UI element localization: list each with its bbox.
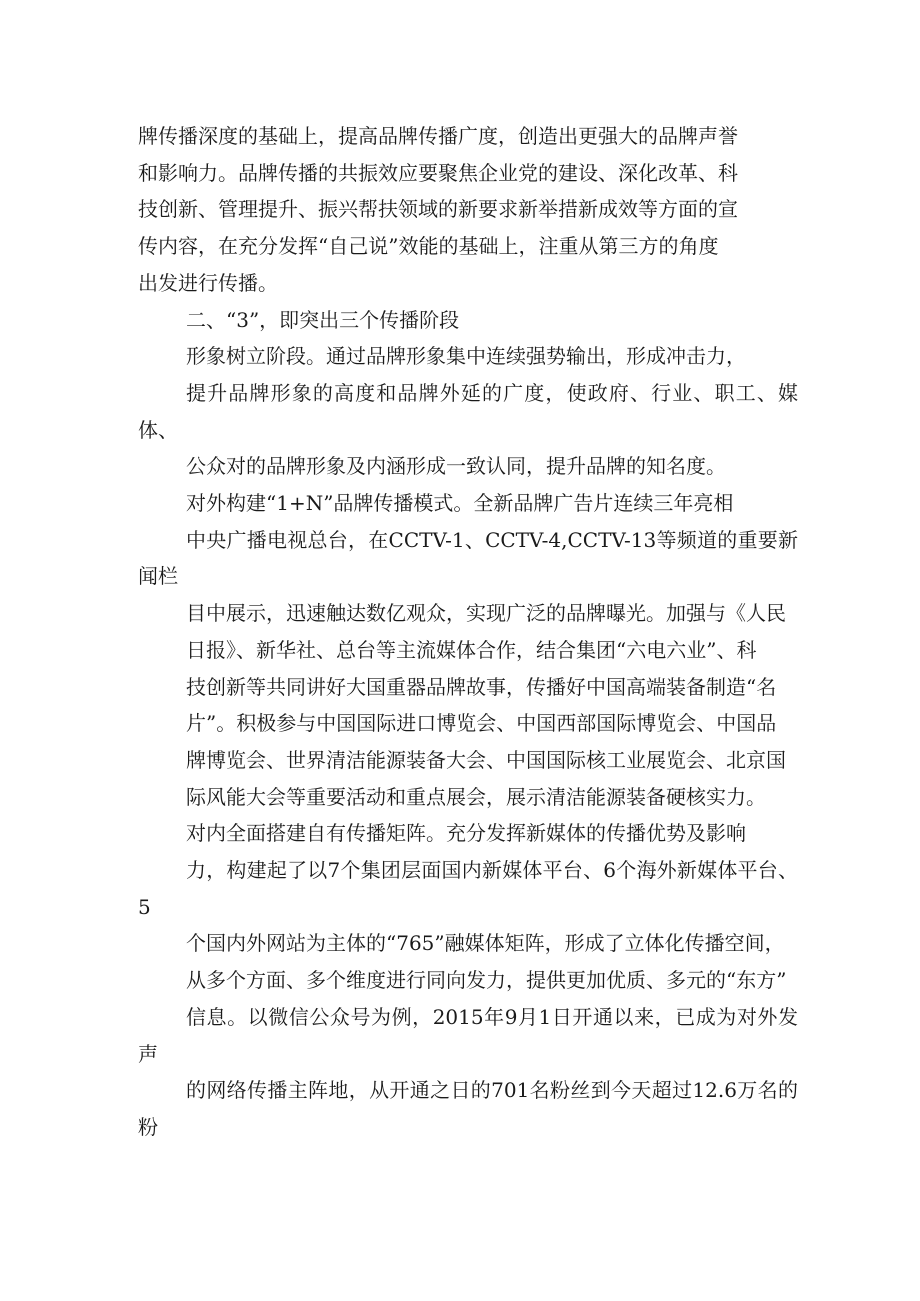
text-line: 牌传播深度的基础上，提高品牌传播广度，创造出更强大的品牌声誉	[138, 124, 738, 148]
text-line: 目中展示，迅速触达数亿观众，实现广泛的品牌曝光。加强与《人民	[186, 601, 786, 626]
text-line: 片”。积极参与中国国际进口博览会、中国西部国际博览会、中国品	[186, 711, 777, 736]
paragraph-image-building	[138, 338, 798, 485]
text-line: 对内全面搭建自有传播矩阵。充分发挥新媒体的传播优势及影响	[186, 821, 746, 846]
text-line: 和影响力。品牌传播的共振效应要聚焦企业党的建设、深化改革、科	[138, 160, 738, 185]
text-line: 力，构建起了以7个集团层面国内新媒体平台、6个海外新媒体平台、5	[138, 858, 798, 919]
document-body	[138, 118, 798, 1146]
text-line: 个国内外网站为主体的“765”融媒体矩阵，形成了立体化传播空间，	[186, 931, 785, 956]
text-line: 从多个方面、多个维度进行同向发力，提供更加优质、多元的“东方”	[186, 968, 787, 993]
text-line: 传内容，在充分发挥“自己说”效能的基础上，注重从第三方的角度	[138, 234, 719, 259]
heading-line: 二、“3”，即突出三个传播阶段	[186, 307, 460, 332]
section-heading	[138, 302, 798, 339]
text-line: 中央广播电视总台，在CCTV-1、CCTV-4,CCTV-13等频道的重要新闻栏	[138, 527, 798, 589]
text-line: 出发进行传播。	[138, 270, 278, 295]
paragraph-brand-resonance	[138, 118, 798, 302]
text-line: 牌博览会、世界清洁能源装备大会、中国国际核工业展览会、北京国	[186, 747, 786, 772]
text-line: 对外构建“1+N”品牌传播模式。全新品牌广告片连续三年亮相	[186, 491, 734, 516]
paragraph-internal-matrix	[138, 815, 798, 1145]
text-line: 的网络传播主阵地，从开通之日的701名粉丝到今天超过12.6万名的粉	[138, 1078, 798, 1139]
text-line: 日报》、新华社、总台等主流媒体合作，结合集团“六电六业”、科	[186, 637, 757, 662]
text-line: 信息。以微信公众号为例，2015年9月1日开通以来，已成为对外发声	[138, 1004, 798, 1066]
text-line: 技创新、管理提升、振兴帮扶领域的新要求新举措新成效等方面的宣	[138, 197, 738, 222]
text-line: 公众对的品牌形象及内涵形成一致认同，提升品牌的知名度。	[186, 454, 726, 479]
text-line: 技创新等共同讲好大国重器品牌故事，传播好中国高端装备制造“名	[186, 674, 777, 699]
text-line: 形象树立阶段。通过品牌形象集中连续强势输出，形成冲击力，	[186, 344, 746, 369]
paragraph-external-model	[138, 485, 798, 815]
text-line: 际风能大会等重要活动和重点展会，展示清洁能源装备硬核实力。	[186, 784, 766, 809]
text-line: 提升品牌形象的高度和品牌外延的广度，使政府、行业、职工、媒体、	[138, 380, 798, 442]
